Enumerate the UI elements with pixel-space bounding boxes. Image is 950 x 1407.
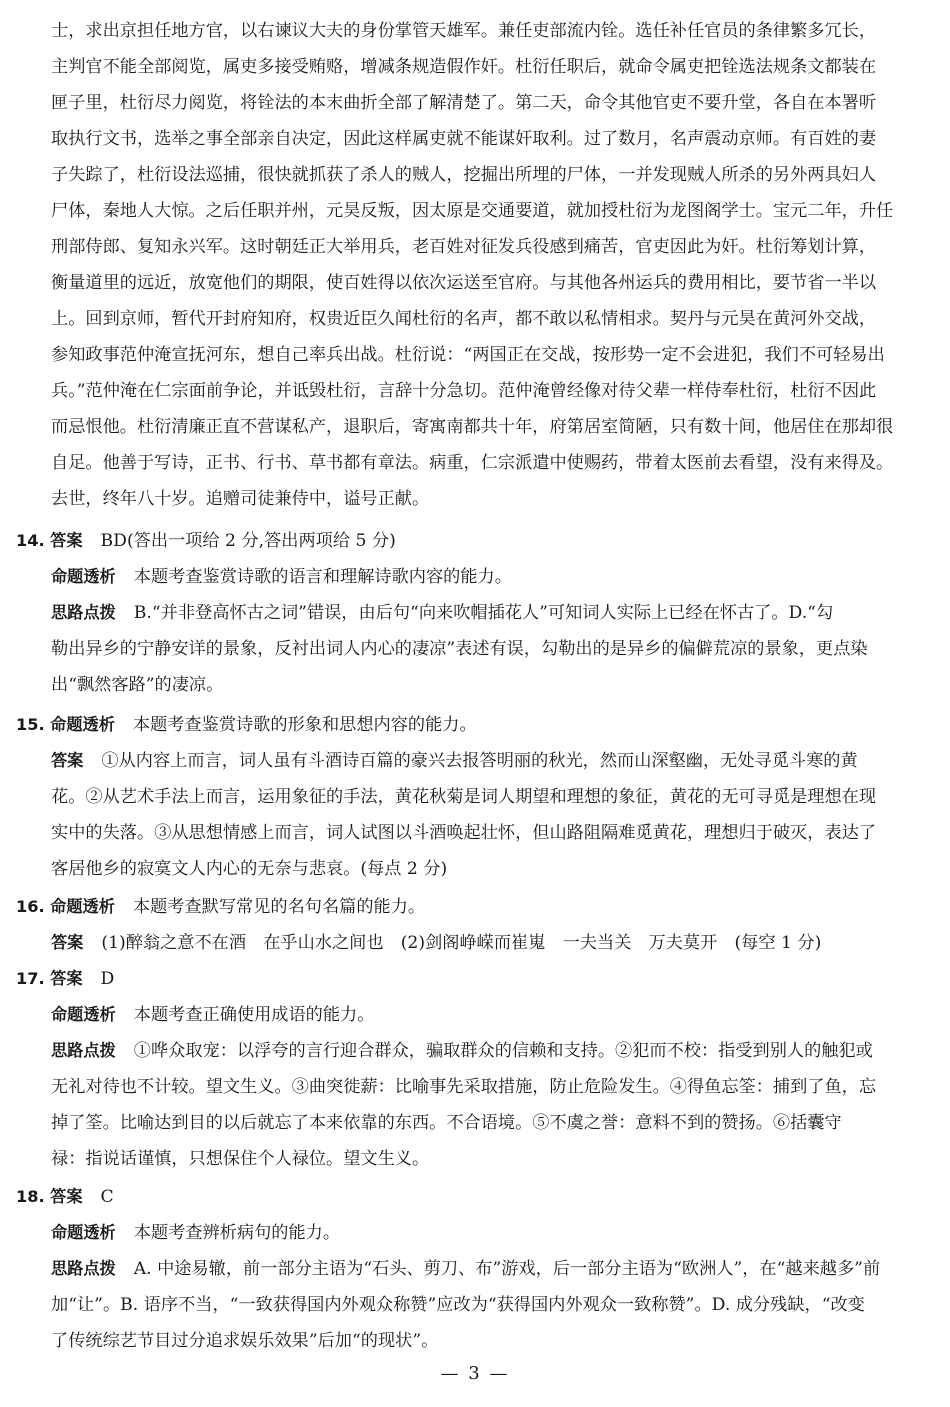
translation-line: 子失踪了，杜衍设法巡捕，很快就抓获了杀人的贼人，挖掘出所埋的尸体，一并发现贼人所杀的另外两具妇人 (51, 165, 877, 185)
q18-hint-row (51, 1256, 931, 1282)
hint-text: 禄：指说话谨慎，只想保住个人禄位。望文生义。 (51, 1149, 430, 1169)
answer-text: D (100, 969, 115, 989)
translation-line: 士，求出京担任地方官，以右谏议大夫的身份掌管天雄军。兼任吏部流内铨。选任补任官员的条律繁多冗长， (51, 21, 877, 41)
q15-answer-row (51, 748, 931, 774)
answer-label: 答案 (50, 531, 83, 550)
answer-text: (1)醉翁之意不在酒 在乎山水之间也 (2)剑阁峥嵘而崔嵬 一夫当关 万夫莫开 (每空 1 分) (101, 933, 822, 953)
analysis-label: 命题透析 (51, 1005, 116, 1024)
translation-line: 上。回到京师，暂代开封府知府，权贵近臣久闻杜衍的名声，都不敢以私情相求。契丹与元昊在黄河外交战， (51, 309, 877, 329)
answer-text: 实中的失落。③从思想情感上而言，词人试图以斗酒唤起壮怀，但山路阻隔难觅黄花，理想归于破灭，表达了 (51, 823, 877, 843)
translation-line: 参知政事范仲淹宣抚河东，想自己率兵出战。杜衍说：“两国正在交战，按形势一定不会进犯，我们不可轻易出 (51, 345, 885, 365)
q16-answer-row (51, 930, 931, 956)
translation-line: 去世，终年八十岁。追赠司徒兼侍中，谥号正献。 (51, 489, 430, 509)
hint-text: 勒出异乡的宁静安详的景象，反衬出词人内心的凄凉”表述有误，勾勒出的是异乡的偏僻荒凉的景象，更点染 (51, 639, 868, 659)
answer-text: BD(答出一项给 2 分,答出两项给 5 分) (100, 531, 396, 551)
answer-label: 答案 (50, 1187, 83, 1206)
hint-text: 掉了筌。比喻达到目的以后就忘了本来依靠的东西。不合语境。⑤不虞之誉：意料不到的赞扬。⑥括囊守 (51, 1113, 842, 1133)
translation-line: 主判官不能全部阅览，属吏多接受贿赂，增减条规造假作奸。杜衍任职后，就命令属吏把铨选法规条文都装在 (51, 57, 877, 77)
answer-text: C (100, 1187, 114, 1207)
translation-line: 而忌恨他。杜衍清廉正直不营谋私产，退职后，寄寓南都共十年，府第居室简陋，只有数十间，他居住在那却很 (51, 417, 894, 437)
translation-line: 尸体，秦地人大惊。之后任职并州，元昊反叛，因太原是交通要道，就加授杜衍为龙图阁学士。宝元二年，升任 (51, 201, 894, 221)
hint-label: 思路点拨 (51, 1041, 116, 1060)
translation-line: 刑部侍郎、复知永兴军。这时朝廷正大举用兵，老百姓对征发兵役感到痛苦，官吏因此为奸。杜衍筹划计算， (51, 237, 877, 257)
hint-text: 加“让”。B. 语序不当，“一致获得国内外观众称赞”应改为“获得国内外观众一致称赞”。D. 成分残缺，“改变 (51, 1295, 865, 1315)
hint-text: ①哗众取宠：以浮夸的言行迎合群众，骗取群众的信赖和支持。②犯而不校：指受到别人的触犯或 (133, 1041, 873, 1061)
answer-label: 答案 (50, 969, 83, 988)
answer-label: 答案 (51, 933, 84, 952)
q14-hint-row (51, 600, 931, 626)
question-number: 16. (16, 897, 45, 916)
analysis-text: 本题考查鉴赏诗歌的语言和理解诗歌内容的能力。 (133, 567, 512, 587)
question-number: 18. (16, 1187, 45, 1206)
translation-line: 自足。他善于写诗，正书、行书、草书都有章法。病重，仁宗派遣中使赐药，带着太医前去看望，没有来得及。 (51, 453, 894, 473)
hint-label: 思路点拨 (51, 1259, 116, 1278)
answer-text: 客居他乡的寂寞文人内心的无奈与悲哀。(每点 2 分) (51, 859, 448, 879)
hint-text: B.“并非登高怀古之词”错误，由后句“向来吹帽插花人”可知词人实际上已经在怀古了。D.“勾 (133, 603, 834, 623)
analysis-label: 命题透析 (50, 715, 115, 734)
analysis-label: 命题透析 (50, 897, 115, 916)
translation-line: 匣子里，杜衍尽力阅览，将铨法的本末曲折全部了解清楚了。第二天，命令其他官吏不要升堂，各自在本署听 (51, 93, 877, 113)
analysis-label: 命题透析 (51, 567, 116, 586)
question-number: 17. (16, 969, 45, 988)
hint-label: 思路点拨 (51, 603, 116, 622)
q18-analysis-row (51, 1220, 931, 1246)
q17-hint-row (51, 1038, 931, 1064)
hint-text: 无礼对待也不计较。望文生义。③曲突徙薪：比喻事先采取措施，防止危险发生。④得鱼忘筌：捕到了鱼，忘 (51, 1077, 877, 1097)
translation-line: 兵。”范仲淹在仁宗面前争论，并诋毁杜衍，言辞十分急切。范仲淹曾经像对待父辈一样侍奉杜衍，杜衍不因此 (51, 381, 877, 401)
answer-text: 花。②从艺术手法上而言，运用象征的手法，黄花秋菊是词人期望和理想的象征，黄花的无可寻觅是理想在现 (51, 787, 877, 807)
translation-line: 取执行文书，选举之事全部亲自决定，因此这样属吏就不能谋奸取利。过了数月，名声震动京师。有百姓的妻 (51, 129, 877, 149)
answer-text: ①从内容上而言，词人虽有斗酒诗百篇的豪兴去报答明丽的秋光，然而山深壑幽，无处寻觅斗寒的黄 (101, 751, 858, 771)
question-number: 14. (16, 531, 45, 550)
hint-text: 出“飘然客路”的凄凉。 (51, 675, 224, 695)
analysis-text: 本题考查辨析病句的能力。 (133, 1223, 341, 1243)
question-number: 15. (16, 715, 45, 734)
q14-analysis-row (51, 564, 931, 590)
page-number: — 3 — (440, 1363, 510, 1384)
q16-analysis-row (16, 894, 896, 920)
q15-analysis-row (16, 712, 896, 738)
hint-text: 了传统综艺节目过分追求娱乐效果”后加“的现状”。 (51, 1331, 439, 1351)
q17-analysis-row (51, 1002, 931, 1028)
analysis-text: 本题考查鉴赏诗歌的形象和思想内容的能力。 (132, 715, 477, 735)
translation-line: 衡量道里的远近，放宽他们的期限，使百姓得以依次运送至官府。与其他各州运兵的费用相比，要节省一半以 (51, 273, 877, 293)
answer-label: 答案 (51, 751, 84, 770)
analysis-text: 本题考查默写常见的名句名篇的能力。 (132, 897, 426, 917)
hint-text: A. 中途易辙，前一部分主语为“石头、剪刀、布”游戏，后一部分主语为“欧洲人”，在“越来越多”前 (133, 1259, 881, 1279)
analysis-label: 命题透析 (51, 1223, 116, 1242)
q14-answer-row (16, 528, 896, 554)
analysis-text: 本题考查正确使用成语的能力。 (133, 1005, 375, 1025)
q18-answer-row (16, 1184, 896, 1210)
q17-answer-row (16, 966, 896, 992)
